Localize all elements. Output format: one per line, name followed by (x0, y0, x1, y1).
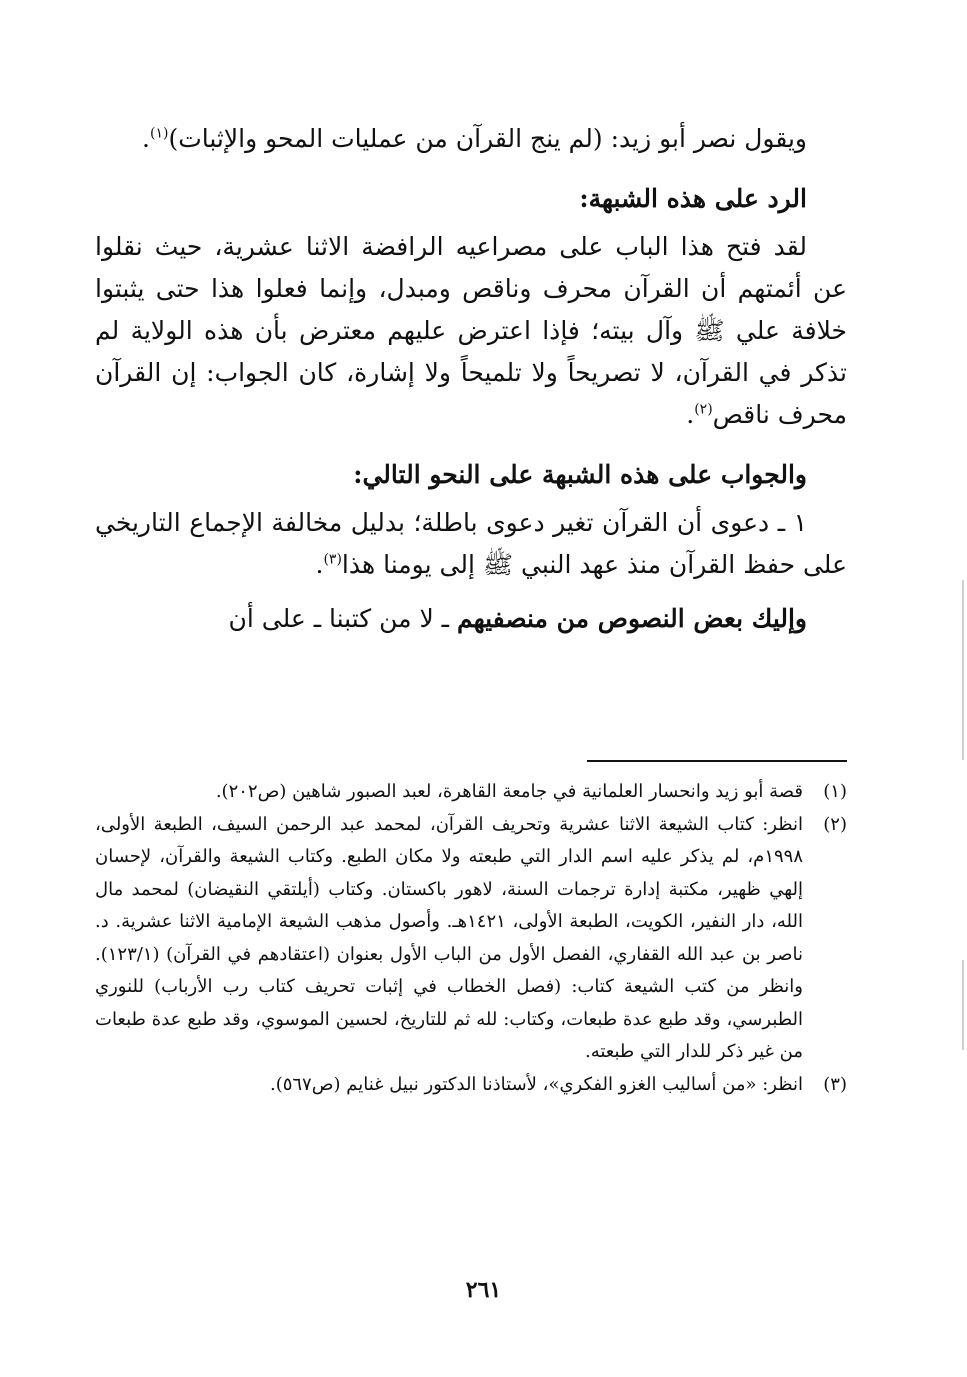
paragraph-2-end: . (686, 400, 695, 429)
section-heading-answer: والجواب على هذه الشبهة على النحو التالي: (353, 460, 807, 489)
paragraph-3-end: . (315, 550, 324, 579)
footnote-3 (95, 1069, 847, 1102)
section-heading-refutation: الرد على هذه الشبهة: (579, 184, 807, 213)
footnote-number: (٢) (823, 813, 847, 835)
footnote-number: (١) (823, 781, 847, 802)
page-number: ٢٦١ (465, 1277, 502, 1303)
footnote-number: (٣) (823, 1073, 847, 1095)
footnote-ref-2: (٢) (694, 401, 713, 418)
paragraph-2 (95, 226, 847, 436)
footnote-separator (587, 760, 847, 762)
paragraph-1 (95, 118, 847, 160)
paragraph-3-text: ١ ـ دعوى أن القرآن تغير دعوى باطلة؛ بدليل مخالفة الإجماع التاريخي على حفظ القرآن منذ عهد النبي ﷺ إلى يومنا هذا (95, 508, 847, 579)
paragraph-4-text: ـ لا من كتبنا ـ على أن (228, 604, 457, 633)
paragraph-4 (95, 598, 847, 640)
footnote-text: قصة أبو زيد وانحسار العلمانية في جامعة القاهرة، لعبد الصبور شاهين (ص٢٠٢). (215, 781, 803, 802)
footnotes (95, 776, 847, 1101)
footnote-ref-1: (١) (150, 125, 169, 142)
footnote-2 (95, 809, 847, 1069)
page-edge-mark (962, 580, 964, 760)
paragraph-2-text: لقد فتح هذا الباب على مصراعيه الرافضة الاثنا عشرية، حيث نقلوا عن أئمتهم أن القرآن محرف وناقص ومبدل، وإنما فعلوا هذا حتى يثبتوا خلافة علي ﷺ وآل بيته؛ فإذا اعترض عليهم معترض بأن هذه الولاية لم تذكر في القرآن، لا تصريحاً ولا تلميحاً ولا إشارة، كان الجواب: إن القرآن محرف ناقص (95, 232, 847, 429)
page-edge-mark (962, 960, 964, 1050)
main-text-body (95, 118, 847, 640)
footnote-text: انظر: كتاب الشيعة الاثنا عشرية وتحريف القرآن، لمحمد عبد الرحمن السيف، الطبعة الأولى، ١٩٩٨م، لم يذكر عليه اسم الدار التي طبعته ولا مكان الطبع. وكتاب الشيعة والقرآن، لإحسان إلهي ظهير، مكتبة إدارة ترجمات السنة، لاهور باكستان. وكتاب (أيلتقي النقيضان) لمحمد مال الله، دار النفير، الكويت، الطبعة الأولى، ١٤٢١هـ. وأصول مذهب الشيعة الإمامية الاثنا عشرية. د. ناصر بن عبد الله القفاري، الفصل الأول من الباب الأول بعنوان (اعتقادهم في القرآن) (١٢٣/١). وانظر من كتب الشيعة كتاب: (فصل الخطاب في إثبات تحريف كتاب رب الأرباب) للنوري الطبرسي، وقد طبع عدة طبعات، وكتاب: لله ثم للتاريخ، لحسين الموسوي، وقد طبع عدة طبعات من غير ذكر للدار التي طبعته. (95, 813, 803, 1062)
footnote-1 (95, 776, 847, 809)
paragraph-1-end: . (142, 124, 150, 153)
paragraph-1-text: ويقول نصر أبو زيد: (لم ينج القرآن من عمليات المحو والإثبات) (168, 124, 807, 153)
paragraph-4-bold-text: وإليك بعض النصوص من منصفيهم (456, 604, 807, 633)
footnote-text: انظر: «من أساليب الغزو الفكري»، لأستاذنا الدكتور نبيل غنايم (ص٥٦٧). (269, 1073, 803, 1095)
footnote-ref-3: (٣) (323, 551, 342, 568)
paragraph-3 (95, 502, 847, 586)
